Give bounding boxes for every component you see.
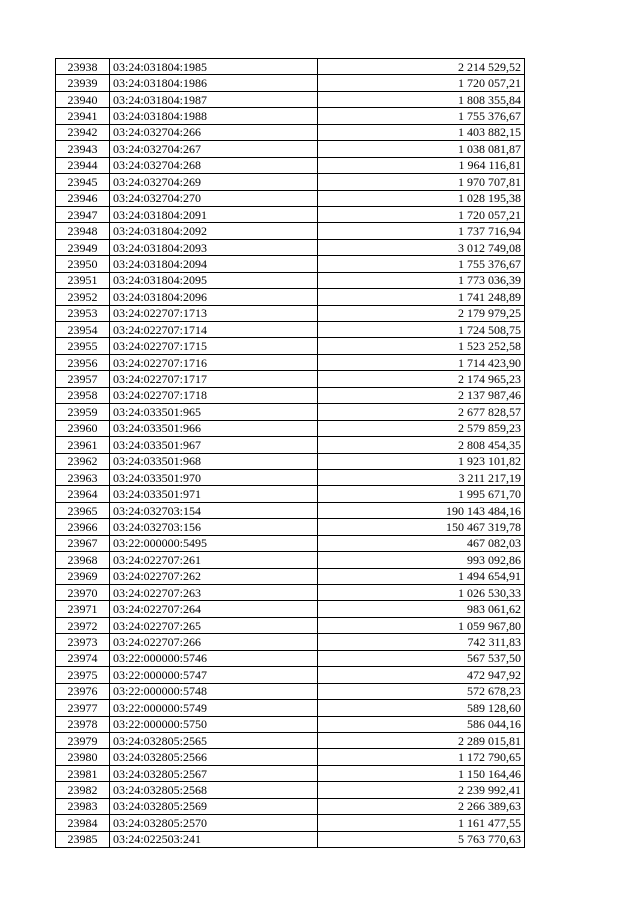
cadastral-number-cell: 03:24:031804:2093	[110, 239, 318, 255]
table-row	[56, 371, 525, 387]
row-number-cell: 23947	[56, 206, 110, 222]
cadastral-number-cell: 03:24:022707:1714	[110, 322, 318, 338]
table-row	[56, 617, 525, 633]
cadastral-number-cell: 03:24:022707:1715	[110, 338, 318, 354]
cadastral-value-cell: 1 808 355,84	[318, 91, 525, 107]
row-number-cell: 23960	[56, 420, 110, 436]
table-body	[56, 59, 525, 848]
table-row	[56, 174, 525, 190]
cadastral-value-cell: 983 061,62	[318, 601, 525, 617]
cadastral-number-cell: 03:22:000000:5746	[110, 650, 318, 666]
row-number-cell: 23980	[56, 749, 110, 765]
cadastral-value-cell: 1 714 423,90	[318, 354, 525, 370]
cadastral-number-cell: 03:22:000000:5748	[110, 683, 318, 699]
row-number-cell: 23963	[56, 469, 110, 485]
cadastral-value-cell: 2 289 015,81	[318, 732, 525, 748]
row-number-cell: 23957	[56, 371, 110, 387]
cadastral-value-cell: 1 720 057,21	[318, 206, 525, 222]
cadastral-value-cell: 993 092,86	[318, 552, 525, 568]
table-row	[56, 91, 525, 107]
cadastral-number-cell: 03:24:032805:2566	[110, 749, 318, 765]
cadastral-number-cell: 03:22:000000:5749	[110, 700, 318, 716]
table-row	[56, 223, 525, 239]
table-row	[56, 667, 525, 683]
table-row	[56, 535, 525, 551]
cadastral-value-cell: 1 970 707,81	[318, 174, 525, 190]
row-number-cell: 23974	[56, 650, 110, 666]
cadastral-value-cell: 2 214 529,52	[318, 59, 525, 75]
cadastral-number-cell: 03:24:032805:2567	[110, 765, 318, 781]
row-number-cell: 23949	[56, 239, 110, 255]
row-number-cell: 23973	[56, 634, 110, 650]
table-row	[56, 798, 525, 814]
table-row	[56, 404, 525, 420]
table-row	[56, 437, 525, 453]
row-number-cell: 23968	[56, 552, 110, 568]
row-number-cell: 23948	[56, 223, 110, 239]
cadastral-number-cell: 03:24:022707:264	[110, 601, 318, 617]
table-row	[56, 732, 525, 748]
cadastral-value-cell: 586 044,16	[318, 716, 525, 732]
cadastral-value-cell: 1 995 671,70	[318, 486, 525, 502]
cadastral-value-cell: 5 763 770,63	[318, 831, 525, 847]
row-number-cell: 23969	[56, 568, 110, 584]
cadastral-number-cell: 03:24:033501:970	[110, 469, 318, 485]
table-row	[56, 289, 525, 305]
cadastral-number-cell: 03:24:033501:967	[110, 437, 318, 453]
row-number-cell: 23978	[56, 716, 110, 732]
cadastral-number-cell: 03:24:022503:241	[110, 831, 318, 847]
table-row	[56, 354, 525, 370]
cadastral-number-cell: 03:24:022707:1717	[110, 371, 318, 387]
cadastral-number-cell: 03:24:032704:270	[110, 190, 318, 206]
table-row	[56, 75, 525, 91]
row-number-cell: 23985	[56, 831, 110, 847]
row-number-cell: 23952	[56, 289, 110, 305]
cadastral-number-cell: 03:24:032704:266	[110, 124, 318, 140]
cadastral-number-cell: 03:24:022707:1716	[110, 354, 318, 370]
table-row	[56, 650, 525, 666]
table-row	[56, 387, 525, 403]
table-row	[56, 453, 525, 469]
cadastral-value-cell: 1 720 057,21	[318, 75, 525, 91]
row-number-cell: 23965	[56, 502, 110, 518]
cadastral-number-cell: 03:24:032805:2565	[110, 732, 318, 748]
table-row	[56, 700, 525, 716]
table-row	[56, 568, 525, 584]
cadastral-number-cell: 03:24:031804:1985	[110, 59, 318, 75]
cadastral-value-cell: 1 741 248,89	[318, 289, 525, 305]
cadastral-number-cell: 03:24:032805:2569	[110, 798, 318, 814]
cadastral-number-cell: 03:22:000000:5747	[110, 667, 318, 683]
cadastral-number-cell: 03:24:032704:269	[110, 174, 318, 190]
row-number-cell: 23944	[56, 157, 110, 173]
cadastral-number-cell: 03:24:022707:266	[110, 634, 318, 650]
cadastral-value-cell: 472 947,92	[318, 667, 525, 683]
table-row	[56, 322, 525, 338]
cadastral-value-cell: 1 059 967,80	[318, 617, 525, 633]
cadastral-value-cell: 2 808 454,35	[318, 437, 525, 453]
cadastral-value-cell: 1 161 477,55	[318, 815, 525, 831]
cadastral-value-cell: 1 964 116,81	[318, 157, 525, 173]
cadastral-number-cell: 03:24:031804:2094	[110, 256, 318, 272]
cadastral-value-cell: 150 467 319,78	[318, 519, 525, 535]
cadastral-number-cell: 03:24:022707:1713	[110, 305, 318, 321]
cadastral-number-cell: 03:24:031804:1986	[110, 75, 318, 91]
table-row	[56, 683, 525, 699]
cadastral-number-cell: 03:24:031804:1988	[110, 108, 318, 124]
cadastral-value-cell: 1 923 101,82	[318, 453, 525, 469]
row-number-cell: 23946	[56, 190, 110, 206]
table-row	[56, 502, 525, 518]
table-row	[56, 305, 525, 321]
cadastral-value-cell: 1 172 790,65	[318, 749, 525, 765]
cadastral-number-cell: 03:24:022707:1718	[110, 387, 318, 403]
row-number-cell: 23945	[56, 174, 110, 190]
row-number-cell: 23982	[56, 782, 110, 798]
table-row	[56, 256, 525, 272]
row-number-cell: 23971	[56, 601, 110, 617]
table-row	[56, 601, 525, 617]
cadastral-value-cell: 3 012 749,08	[318, 239, 525, 255]
cadastral-value-cell: 1 755 376,67	[318, 108, 525, 124]
cadastral-number-cell: 03:24:032703:156	[110, 519, 318, 535]
row-number-cell: 23958	[56, 387, 110, 403]
table-row	[56, 765, 525, 781]
cadastral-value-cell: 1 026 530,33	[318, 585, 525, 601]
table-row	[56, 420, 525, 436]
cadastral-number-cell: 03:22:000000:5750	[110, 716, 318, 732]
cadastral-value-cell: 3 211 217,19	[318, 469, 525, 485]
row-number-cell: 23939	[56, 75, 110, 91]
row-number-cell: 23979	[56, 732, 110, 748]
cadastral-number-cell: 03:24:032805:2570	[110, 815, 318, 831]
row-number-cell: 23976	[56, 683, 110, 699]
cadastral-value-cell: 1 523 252,58	[318, 338, 525, 354]
row-number-cell: 23983	[56, 798, 110, 814]
cadastral-value-cell: 1 724 508,75	[318, 322, 525, 338]
cadastral-value-cell: 589 128,60	[318, 700, 525, 716]
cadastral-number-cell: 03:24:033501:965	[110, 404, 318, 420]
cadastral-value-cell: 1 403 882,15	[318, 124, 525, 140]
cadastral-value-cell: 567 537,50	[318, 650, 525, 666]
row-number-cell: 23940	[56, 91, 110, 107]
table-row	[56, 815, 525, 831]
table-row	[56, 108, 525, 124]
row-number-cell: 23984	[56, 815, 110, 831]
cadastral-value-cell: 2 239 992,41	[318, 782, 525, 798]
cadastral-number-cell: 03:24:031804:2096	[110, 289, 318, 305]
table-row	[56, 634, 525, 650]
cadastral-number-cell: 03:24:032704:268	[110, 157, 318, 173]
cadastral-number-cell: 03:24:022707:265	[110, 617, 318, 633]
cadastral-number-cell: 03:24:033501:968	[110, 453, 318, 469]
row-number-cell: 23972	[56, 617, 110, 633]
table-row	[56, 782, 525, 798]
cadastral-value-cell: 2 677 828,57	[318, 404, 525, 420]
cadastral-value-cell: 2 266 389,63	[318, 798, 525, 814]
row-number-cell: 23970	[56, 585, 110, 601]
row-number-cell: 23953	[56, 305, 110, 321]
cadastral-number-cell: 03:24:022707:262	[110, 568, 318, 584]
cadastral-value-cell: 1 737 716,94	[318, 223, 525, 239]
cadastral-value-cell: 190 143 484,16	[318, 502, 525, 518]
table-row	[56, 749, 525, 765]
cadastral-value-cell: 1 494 654,91	[318, 568, 525, 584]
cadastral-number-cell: 03:24:031804:2092	[110, 223, 318, 239]
cadastral-value-cell: 2 174 965,23	[318, 371, 525, 387]
cadastral-value-cell: 2 579 859,23	[318, 420, 525, 436]
cadastral-number-cell: 03:24:031804:2095	[110, 272, 318, 288]
cadastral-number-cell: 03:24:033501:971	[110, 486, 318, 502]
row-number-cell: 23942	[56, 124, 110, 140]
cadastral-value-cell: 2 179 979,25	[318, 305, 525, 321]
table-row	[56, 190, 525, 206]
row-number-cell: 23954	[56, 322, 110, 338]
cadastral-number-cell: 03:22:000000:5495	[110, 535, 318, 551]
cadastral-number-cell: 03:24:032805:2568	[110, 782, 318, 798]
cadastral-value-cell: 467 082,03	[318, 535, 525, 551]
table-row	[56, 272, 525, 288]
table-row	[56, 141, 525, 157]
cadastral-number-cell: 03:24:031804:1987	[110, 91, 318, 107]
row-number-cell: 23950	[56, 256, 110, 272]
cadastral-number-cell: 03:24:022707:263	[110, 585, 318, 601]
row-number-cell: 23959	[56, 404, 110, 420]
row-number-cell: 23951	[56, 272, 110, 288]
cadastral-value-cell: 1 028 195,38	[318, 190, 525, 206]
row-number-cell: 23962	[56, 453, 110, 469]
row-number-cell: 23975	[56, 667, 110, 683]
table-row	[56, 716, 525, 732]
table-row	[56, 338, 525, 354]
table-row	[56, 469, 525, 485]
table-row	[56, 59, 525, 75]
table-row	[56, 206, 525, 222]
row-number-cell: 23966	[56, 519, 110, 535]
cadastral-number-cell: 03:24:022707:261	[110, 552, 318, 568]
cadastral-value-cell: 1 038 081,87	[318, 141, 525, 157]
table-row	[56, 157, 525, 173]
row-number-cell: 23943	[56, 141, 110, 157]
table-row	[56, 585, 525, 601]
table-row	[56, 552, 525, 568]
table-row	[56, 831, 525, 847]
row-number-cell: 23941	[56, 108, 110, 124]
row-number-cell: 23938	[56, 59, 110, 75]
table-row	[56, 486, 525, 502]
cadastral-number-cell: 03:24:033501:966	[110, 420, 318, 436]
table-row	[56, 239, 525, 255]
row-number-cell: 23961	[56, 437, 110, 453]
cadastral-value-cell: 572 678,23	[318, 683, 525, 699]
row-number-cell: 23964	[56, 486, 110, 502]
table-row	[56, 519, 525, 535]
cadastral-value-cell: 742 311,83	[318, 634, 525, 650]
table-row	[56, 124, 525, 140]
cadastral-value-cell: 1 150 164,46	[318, 765, 525, 781]
cadastral-value-cell: 2 137 987,46	[318, 387, 525, 403]
cadastral-number-cell: 03:24:031804:2091	[110, 206, 318, 222]
row-number-cell: 23977	[56, 700, 110, 716]
row-number-cell: 23955	[56, 338, 110, 354]
row-number-cell: 23967	[56, 535, 110, 551]
cadastral-value-cell: 1 773 036,39	[318, 272, 525, 288]
cadastral-number-cell: 03:24:032703:154	[110, 502, 318, 518]
cadastral-number-cell: 03:24:032704:267	[110, 141, 318, 157]
row-number-cell: 23981	[56, 765, 110, 781]
row-number-cell: 23956	[56, 354, 110, 370]
cadastral-value-table	[55, 58, 525, 848]
cadastral-value-cell: 1 755 376,67	[318, 256, 525, 272]
